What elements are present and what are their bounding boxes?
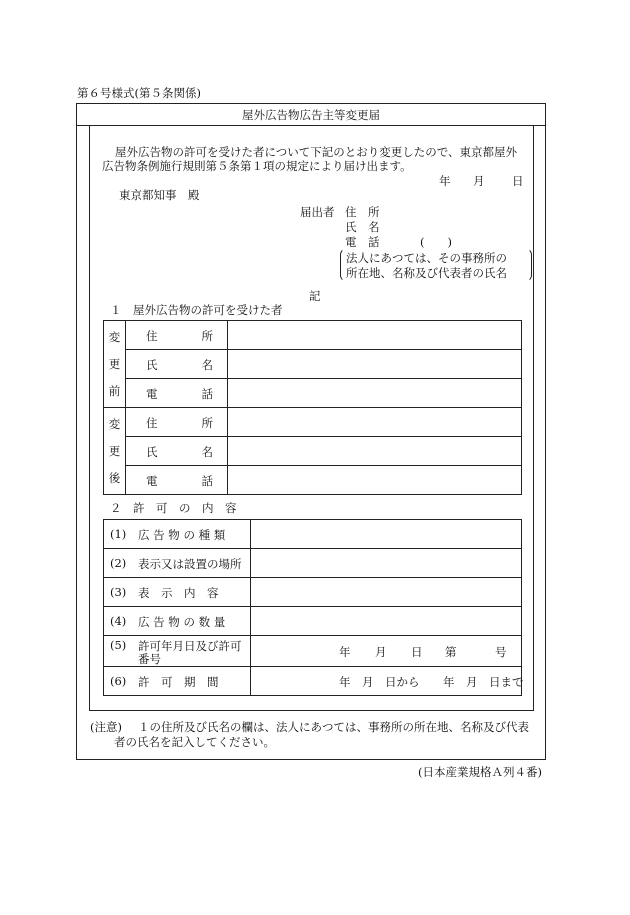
permit-no: 第 (445, 645, 457, 659)
row-num: (3) (110, 585, 127, 599)
label-left: 氏 (146, 445, 158, 459)
date-month: 月 (473, 174, 485, 188)
label-right: 名 (201, 358, 213, 372)
before-address-label (126, 321, 228, 350)
row-num: (6) (110, 674, 127, 688)
row-label: 広 告 物 の 数 量 (138, 615, 226, 629)
section2-table (103, 519, 522, 696)
note-line-1: １の住所及び氏名の欄は、法人にあつては、事務所の所在地、名称及び代表 (138, 720, 529, 734)
permit-row-4-label (104, 607, 251, 636)
after-phone-value[interactable] (228, 466, 522, 495)
date-year: 年 (439, 174, 451, 188)
before-char-3: 前 (108, 383, 121, 398)
notifier-label: 届出者 (300, 205, 335, 219)
after-address-label (126, 408, 228, 437)
intro-line-2: 広告物条例施行規則第５条第１項の規定により届け出ます。 (102, 159, 412, 173)
permit-row-6-value[interactable] (251, 667, 522, 696)
after-phone-label (126, 466, 228, 495)
permit-row-1-label (104, 520, 251, 549)
note-line-2: 者の氏名を記入してください。 (114, 735, 275, 749)
permit-month: 月 (375, 645, 387, 659)
section1-table (103, 320, 522, 495)
addressee: 東京都知事 殿 (119, 188, 200, 202)
ki-mark: 記 (309, 289, 321, 303)
corp-note-line-1: 法人にあつては、その事務所の (346, 251, 507, 265)
row-label-line-2: 番号 (138, 652, 161, 666)
permit-row-4-value[interactable] (251, 607, 522, 636)
label-left: 氏 (146, 358, 158, 372)
after-char-2: 更 (108, 443, 121, 458)
before-phone-value[interactable] (228, 379, 522, 408)
before-name-label (126, 350, 228, 379)
label-right: 話 (201, 474, 213, 488)
form-frame (76, 103, 546, 760)
label-right: 所 (201, 329, 213, 343)
section1-heading: １ 屋外広告物の許可を受けた者 (110, 303, 283, 317)
row-label-line-1: 許可年月日及び許可 (138, 639, 242, 653)
row-num: (1) (110, 527, 127, 541)
row-num: (5) (110, 638, 127, 652)
date-day: 日 (512, 174, 524, 188)
before-address-value[interactable] (228, 321, 522, 350)
row-label: 表 示 内 容 (138, 586, 219, 600)
label-left: 電 (146, 387, 158, 401)
permit-year: 年 (339, 645, 351, 659)
before-phone-label (126, 379, 228, 408)
after-char-3: 後 (108, 470, 121, 485)
permit-row-5-value[interactable] (251, 636, 522, 667)
row-label: 表示又は設置の場所 (138, 557, 242, 571)
before-label (104, 321, 126, 408)
form-number: 第６号様式(第５条関係) (77, 86, 201, 100)
row-num: (2) (110, 556, 127, 570)
row-label: 広 告 物 の 種 類 (138, 528, 226, 542)
notifier-phone-parens: ( ) (420, 235, 452, 249)
footer-standard: (日本産業規格Ａ列４番) (418, 765, 542, 779)
permit-row-3-value[interactable] (251, 578, 522, 607)
intro-line-1: 屋外広告物の許可を受けた者について下記のとおり変更したので、東京都屋外 (115, 145, 518, 159)
notifier-phone: 電 話 (345, 235, 380, 249)
before-char-2: 更 (108, 356, 121, 371)
form-body (89, 126, 534, 711)
after-char-1: 変 (108, 416, 121, 431)
after-label (104, 408, 126, 495)
label-right: 話 (201, 387, 213, 401)
section2-heading: ２ 許 可 の 内 容 (110, 501, 237, 515)
period-to: 年 月 日まで (443, 675, 524, 689)
after-name-label (126, 437, 228, 466)
title-row (77, 104, 545, 126)
permit-row-3-label (104, 578, 251, 607)
notifier-name: 氏 名 (345, 220, 380, 234)
before-char-1: 変 (108, 329, 121, 344)
permit-row-2-label (104, 549, 251, 578)
notifier-address: 住 所 (345, 205, 380, 219)
label-left: 住 (146, 329, 158, 343)
permit-row-2-value[interactable] (251, 549, 522, 578)
permit-day: 日 (411, 645, 423, 659)
label-left: 電 (146, 474, 158, 488)
permit-go: 号 (495, 645, 507, 659)
after-address-value[interactable] (228, 408, 522, 437)
permit-row-6-label (104, 667, 251, 696)
corp-note-line-2: 所在地、名称及び代表者の氏名 (346, 266, 507, 280)
label-right: 所 (201, 416, 213, 430)
permit-row-5-label (104, 636, 251, 667)
note-label: (注意) (90, 720, 122, 734)
period-from: 年 月 日から (339, 675, 420, 689)
after-name-value[interactable] (228, 437, 522, 466)
label-left: 住 (146, 416, 158, 430)
row-label: 許 可 期 間 (138, 675, 219, 689)
permit-row-1-value[interactable] (251, 520, 522, 549)
label-right: 名 (201, 445, 213, 459)
form-title: 屋外広告物広告主等変更届 (242, 108, 380, 122)
row-num: (4) (110, 614, 127, 628)
before-name-value[interactable] (228, 350, 522, 379)
